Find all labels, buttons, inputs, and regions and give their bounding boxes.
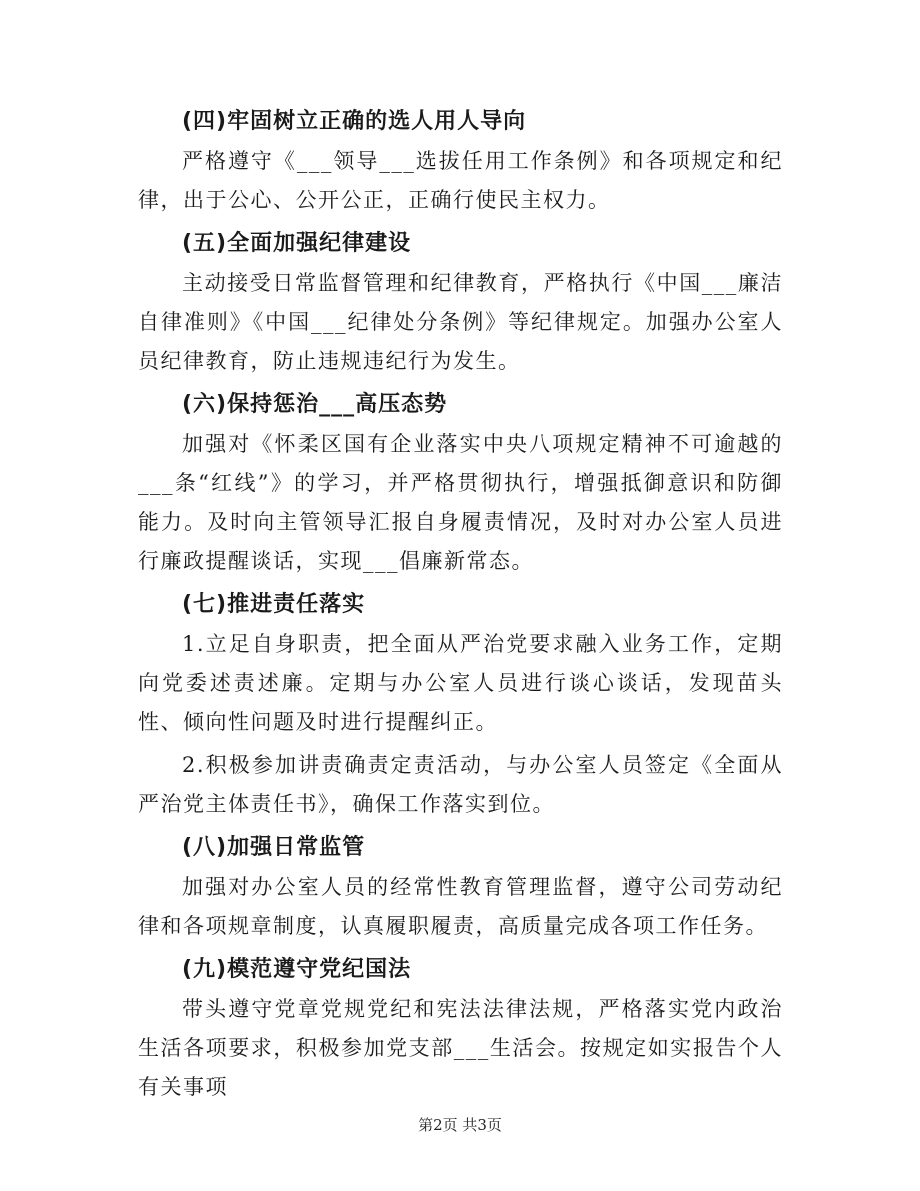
section-paragraph: 带头遵守党章党规党纪和宪法法律法规，严格落实党内政治生活各项要求，积极参加党支部___生活会。按规定如实报告个人有关事项 [138,997,783,1099]
section-4 [138,102,783,220]
section-paragraph: 加强对办公室人员的经常性教育管理监督，遵守公司劳动纪律和各项规章制度，认真履职履责，高质量完成各项工作任务。 [138,875,783,938]
section-7 [138,585,783,824]
section-paragraph: 严格遵守《___领导___选拔任用工作条例》和各项规定和纪律，出于公心、公开公正，正确行使民主权力。 [138,149,783,212]
section-paragraph: 2.积极参加讲责确责定责活动，与办公室人员签定《全面从严治党主体责任书》，确保工作落实到位。 [138,753,783,816]
section-6 [138,385,783,581]
section-paragraph: 加强对《怀柔区国有企业落实中央八项规定精神不可逾越的___条“红线”》的学习，并严格贯彻执行，增强抵御意识和防御能力。及时向主管领导汇报自身履责情况，及时对办公室人员进行廉政提醒谈话，实现___倡廉新常态。 [138,432,783,573]
section-heading: (八)加强日常监管 [182,835,366,860]
section-heading: (七)推进责任落实 [182,592,366,617]
section-heading: (四)牢固树立正确的选人用人导向 [182,109,527,134]
section-9 [138,950,783,1107]
section-heading: (九)模范遵守党纪国法 [182,957,412,982]
section-heading: (六)保持惩治___高压态势 [182,392,448,417]
document-body [138,100,783,1111]
section-8 [138,828,783,946]
section-paragraph: 主动接受日常监督管理和纪律教育，严格执行《中国___廉洁自律准则》《中国___纪律处分条例》等纪律规定。加强办公室人员纪律教育，防止违规违纪行为发生。 [138,271,783,373]
section-paragraph: 1.立足自身职责，把全面从严治党要求融入业务工作，定期向党委述责述廉。定期与办公室人员进行谈心谈话，发现苗头性、倾向性问题及时进行提醒纠正。 [138,632,783,734]
section-5 [138,224,783,381]
section-heading: (五)全面加强纪律建设 [182,231,412,256]
page-number: 第2页 共3页 [418,1116,502,1134]
